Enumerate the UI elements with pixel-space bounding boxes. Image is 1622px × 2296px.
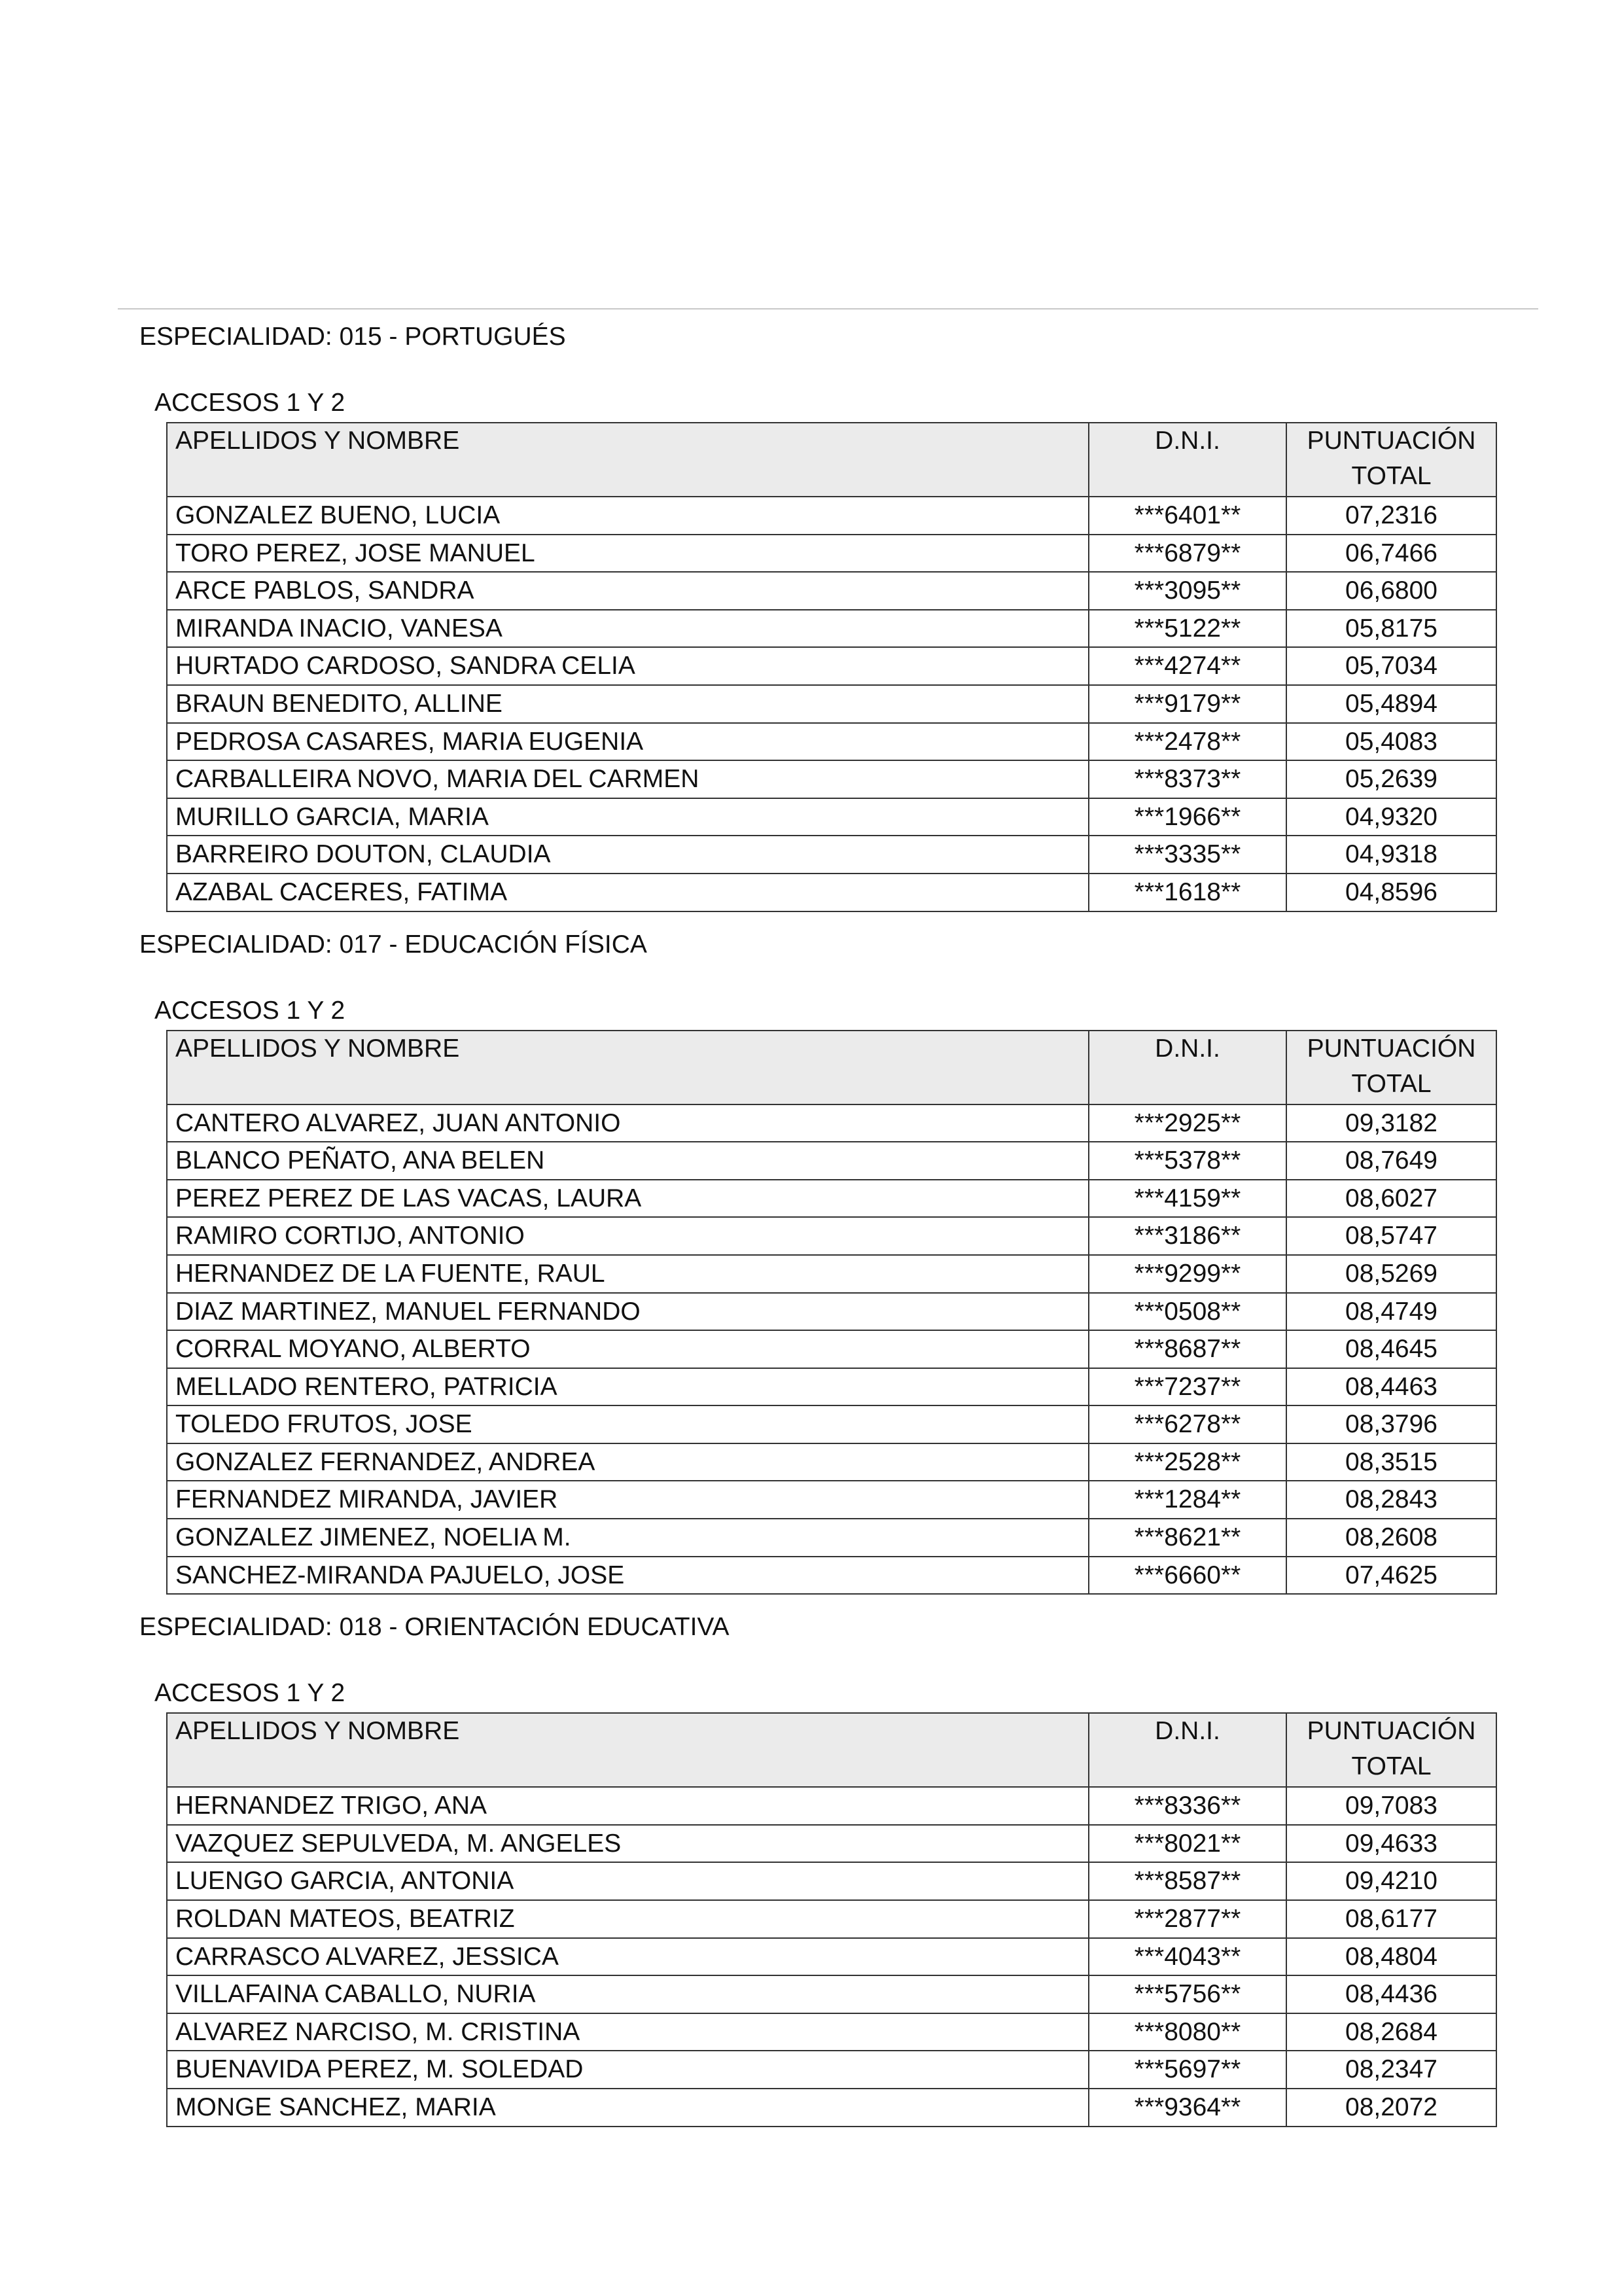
header-score-line2: TOTAL xyxy=(1351,462,1432,490)
total-score-cell: 09,4210 xyxy=(1287,1863,1497,1901)
total-score-cell: 08,6027 xyxy=(1287,1180,1497,1218)
dni-cell: ***9364** xyxy=(1089,2089,1287,2127)
table-body xyxy=(167,497,1497,912)
dni-cell: ***2528** xyxy=(1089,1444,1287,1482)
header-name: APELLIDOS Y NOMBRE xyxy=(167,423,1089,497)
candidate-name-cell: BRAUN BENEDITO, ALLINE xyxy=(167,686,1089,724)
candidate-name-cell: AZABAL CACERES, FATIMA xyxy=(167,874,1089,912)
table-row xyxy=(167,1256,1497,1294)
candidate-name-cell: BLANCO PEÑATO, ANA BELEN xyxy=(167,1142,1089,1180)
dni-cell: ***8687** xyxy=(1089,1331,1287,1369)
table-row xyxy=(167,1180,1497,1218)
candidate-name-cell: CARBALLEIRA NOVO, MARIA DEL CARMEN xyxy=(167,761,1089,799)
header-score-line1: PUNTUACIÓN xyxy=(1307,1034,1476,1063)
access-title: ACCESOS 1 Y 2 xyxy=(154,1679,345,1708)
total-score-cell: 08,3515 xyxy=(1287,1444,1497,1482)
candidate-name-cell: CORRAL MOYANO, ALBERTO xyxy=(167,1331,1089,1369)
table-row xyxy=(167,497,1497,535)
table-row xyxy=(167,724,1497,762)
table-row xyxy=(167,2051,1497,2089)
table-row xyxy=(167,686,1497,724)
specialty-title: ESPECIALIDAD: 018 - ORIENTACIÓN EDUCATIVA xyxy=(139,1613,730,1642)
table-row xyxy=(167,1976,1497,2014)
header-score-line2: TOTAL xyxy=(1351,1069,1432,1098)
dni-cell: ***7237** xyxy=(1089,1369,1287,1407)
candidate-name-cell: MONGE SANCHEZ, MARIA xyxy=(167,2089,1089,2127)
total-score-cell: 08,4749 xyxy=(1287,1294,1497,1332)
candidate-name-cell: VILLAFAINA CABALLO, NURIA xyxy=(167,1976,1089,2014)
dni-cell: ***0508** xyxy=(1089,1294,1287,1332)
specialty-section-018 xyxy=(0,1611,1622,2127)
candidate-name-cell: BUENAVIDA PEREZ, M. SOLEDAD xyxy=(167,2051,1089,2089)
candidate-name-cell: GONZALEZ FERNANDEZ, ANDREA xyxy=(167,1444,1089,1482)
table-body xyxy=(167,1788,1497,2127)
table-row xyxy=(167,836,1497,874)
dni-cell: ***8021** xyxy=(1089,1826,1287,1863)
dni-cell: ***2478** xyxy=(1089,724,1287,762)
total-score-cell: 08,2347 xyxy=(1287,2051,1497,2089)
table-row xyxy=(167,1863,1497,1901)
table-row xyxy=(167,1369,1497,1407)
candidate-name-cell: CANTERO ALVAREZ, JUAN ANTONIO xyxy=(167,1105,1089,1143)
candidate-name-cell: GONZALEZ BUENO, LUCIA xyxy=(167,497,1089,535)
total-score-cell: 08,2608 xyxy=(1287,1519,1497,1557)
total-score-cell: 08,4804 xyxy=(1287,1939,1497,1977)
candidate-name-cell: MELLADO RENTERO, PATRICIA xyxy=(167,1369,1089,1407)
header-total-score xyxy=(1287,1031,1497,1105)
specialty-section-017 xyxy=(0,928,1622,1595)
total-score-cell: 05,7034 xyxy=(1287,648,1497,686)
table-row xyxy=(167,1788,1497,1826)
total-score-cell: 08,6177 xyxy=(1287,1901,1497,1939)
candidate-name-cell: GONZALEZ JIMENEZ, NOELIA M. xyxy=(167,1519,1089,1557)
total-score-cell: 09,3182 xyxy=(1287,1105,1497,1143)
candidate-name-cell: SANCHEZ-MIRANDA PAJUELO, JOSE xyxy=(167,1557,1089,1595)
header-score-line1: PUNTUACIÓN xyxy=(1307,427,1476,455)
total-score-cell: 08,7649 xyxy=(1287,1142,1497,1180)
candidate-name-cell: LUENGO GARCIA, ANTONIA xyxy=(167,1863,1089,1901)
table-row xyxy=(167,2014,1497,2052)
candidate-name-cell: TORO PEREZ, JOSE MANUEL xyxy=(167,535,1089,573)
table-header-row xyxy=(167,1714,1497,1788)
candidate-name-cell: ALVAREZ NARCISO, M. CRISTINA xyxy=(167,2014,1089,2052)
total-score-cell: 08,5269 xyxy=(1287,1256,1497,1294)
total-score-cell: 06,6800 xyxy=(1287,573,1497,610)
total-score-cell: 07,4625 xyxy=(1287,1557,1497,1595)
total-score-cell: 08,4463 xyxy=(1287,1369,1497,1407)
table-header-row xyxy=(167,423,1497,497)
specialty-section-015 xyxy=(0,321,1622,912)
dni-cell: ***8621** xyxy=(1089,1519,1287,1557)
header-dni: D.N.I. xyxy=(1089,423,1287,497)
dni-cell: ***8080** xyxy=(1089,2014,1287,2052)
candidate-name-cell: HURTADO CARDOSO, SANDRA CELIA xyxy=(167,648,1089,686)
table-row xyxy=(167,1901,1497,1939)
total-score-cell: 08,4645 xyxy=(1287,1331,1497,1369)
header-total-score xyxy=(1287,423,1497,497)
total-score-cell: 04,9320 xyxy=(1287,799,1497,837)
candidate-name-cell: TOLEDO FRUTOS, JOSE xyxy=(167,1406,1089,1444)
dni-cell: ***4043** xyxy=(1089,1939,1287,1977)
total-score-cell: 05,8175 xyxy=(1287,610,1497,648)
candidate-name-cell: MIRANDA INACIO, VANESA xyxy=(167,610,1089,648)
results-table xyxy=(166,422,1497,912)
results-table xyxy=(166,1712,1497,2127)
total-score-cell: 05,4894 xyxy=(1287,686,1497,724)
access-title: ACCESOS 1 Y 2 xyxy=(154,996,345,1025)
total-score-cell: 06,7466 xyxy=(1287,535,1497,573)
dni-cell: ***6660** xyxy=(1089,1557,1287,1595)
table-row xyxy=(167,1142,1497,1180)
dni-cell: ***6401** xyxy=(1089,497,1287,535)
header-score-line2: TOTAL xyxy=(1351,1752,1432,1781)
dni-cell: ***1284** xyxy=(1089,1481,1287,1519)
total-score-cell: 04,8596 xyxy=(1287,874,1497,912)
total-score-cell: 07,2316 xyxy=(1287,497,1497,535)
candidate-name-cell: CARRASCO ALVAREZ, JESSICA xyxy=(167,1939,1089,1977)
table-header-row xyxy=(167,1031,1497,1105)
header-dni: D.N.I. xyxy=(1089,1714,1287,1788)
dni-cell: ***3335** xyxy=(1089,836,1287,874)
table-row xyxy=(167,1218,1497,1256)
candidate-name-cell: BARREIRO DOUTON, CLAUDIA xyxy=(167,836,1089,874)
candidate-name-cell: RAMIRO CORTIJO, ANTONIO xyxy=(167,1218,1089,1256)
candidate-name-cell: PEDROSA CASARES, MARIA EUGENIA xyxy=(167,724,1089,762)
access-title: ACCESOS 1 Y 2 xyxy=(154,389,345,417)
table-row xyxy=(167,1444,1497,1482)
candidate-name-cell: VAZQUEZ SEPULVEDA, M. ANGELES xyxy=(167,1826,1089,1863)
dni-cell: ***5756** xyxy=(1089,1976,1287,2014)
dni-cell: ***8336** xyxy=(1089,1788,1287,1826)
dni-cell: ***8587** xyxy=(1089,1863,1287,1901)
table-row xyxy=(167,799,1497,837)
dni-cell: ***9179** xyxy=(1089,686,1287,724)
candidate-name-cell: ROLDAN MATEOS, BEATRIZ xyxy=(167,1901,1089,1939)
total-score-cell: 08,2843 xyxy=(1287,1481,1497,1519)
dni-cell: ***4274** xyxy=(1089,648,1287,686)
header-divider xyxy=(118,308,1538,309)
specialty-title: ESPECIALIDAD: 017 - EDUCACIÓN FÍSICA xyxy=(139,930,647,959)
total-score-cell: 08,2684 xyxy=(1287,2014,1497,2052)
table-row xyxy=(167,874,1497,912)
dni-cell: ***5697** xyxy=(1089,2051,1287,2089)
table-row xyxy=(167,610,1497,648)
table-row xyxy=(167,1406,1497,1444)
table-row xyxy=(167,1481,1497,1519)
total-score-cell: 05,4083 xyxy=(1287,724,1497,762)
table-row xyxy=(167,1294,1497,1332)
table-row xyxy=(167,1939,1497,1977)
total-score-cell: 08,2072 xyxy=(1287,2089,1497,2127)
candidate-name-cell: FERNANDEZ MIRANDA, JAVIER xyxy=(167,1481,1089,1519)
candidate-name-cell: HERNANDEZ TRIGO, ANA xyxy=(167,1788,1089,1826)
candidate-name-cell: PEREZ PEREZ DE LAS VACAS, LAURA xyxy=(167,1180,1089,1218)
dni-cell: ***1966** xyxy=(1089,799,1287,837)
dni-cell: ***2877** xyxy=(1089,1901,1287,1939)
table-row xyxy=(167,1331,1497,1369)
table-row xyxy=(167,1826,1497,1863)
candidate-name-cell: HERNANDEZ DE LA FUENTE, RAUL xyxy=(167,1256,1089,1294)
dni-cell: ***1618** xyxy=(1089,874,1287,912)
total-score-cell: 09,7083 xyxy=(1287,1788,1497,1826)
total-score-cell: 04,9318 xyxy=(1287,836,1497,874)
table-body xyxy=(167,1105,1497,1595)
table-row xyxy=(167,2089,1497,2127)
dni-cell: ***6278** xyxy=(1089,1406,1287,1444)
results-table xyxy=(166,1030,1497,1595)
dni-cell: ***8373** xyxy=(1089,761,1287,799)
total-score-cell: 05,2639 xyxy=(1287,761,1497,799)
header-dni: D.N.I. xyxy=(1089,1031,1287,1105)
dni-cell: ***5378** xyxy=(1089,1142,1287,1180)
header-name: APELLIDOS Y NOMBRE xyxy=(167,1031,1089,1105)
dni-cell: ***9299** xyxy=(1089,1256,1287,1294)
table-row xyxy=(167,1105,1497,1143)
total-score-cell: 08,4436 xyxy=(1287,1976,1497,2014)
dni-cell: ***5122** xyxy=(1089,610,1287,648)
dni-cell: ***4159** xyxy=(1089,1180,1287,1218)
dni-cell: ***2925** xyxy=(1089,1105,1287,1143)
specialty-title: ESPECIALIDAD: 015 - PORTUGUÉS xyxy=(139,323,566,351)
table-row xyxy=(167,1519,1497,1557)
candidate-name-cell: DIAZ MARTINEZ, MANUEL FERNANDO xyxy=(167,1294,1089,1332)
candidate-name-cell: ARCE PABLOS, SANDRA xyxy=(167,573,1089,610)
header-score-line1: PUNTUACIÓN xyxy=(1307,1717,1476,1746)
dni-cell: ***6879** xyxy=(1089,535,1287,573)
total-score-cell: 09,4633 xyxy=(1287,1826,1497,1863)
table-row xyxy=(167,761,1497,799)
document-body xyxy=(0,321,1622,2144)
total-score-cell: 08,3796 xyxy=(1287,1406,1497,1444)
total-score-cell: 08,5747 xyxy=(1287,1218,1497,1256)
table-row xyxy=(167,573,1497,610)
dni-cell: ***3095** xyxy=(1089,573,1287,610)
dni-cell: ***3186** xyxy=(1089,1218,1287,1256)
table-row xyxy=(167,1557,1497,1595)
table-row xyxy=(167,535,1497,573)
header-total-score xyxy=(1287,1714,1497,1788)
candidate-name-cell: MURILLO GARCIA, MARIA xyxy=(167,799,1089,837)
table-row xyxy=(167,648,1497,686)
header-name: APELLIDOS Y NOMBRE xyxy=(167,1714,1089,1788)
